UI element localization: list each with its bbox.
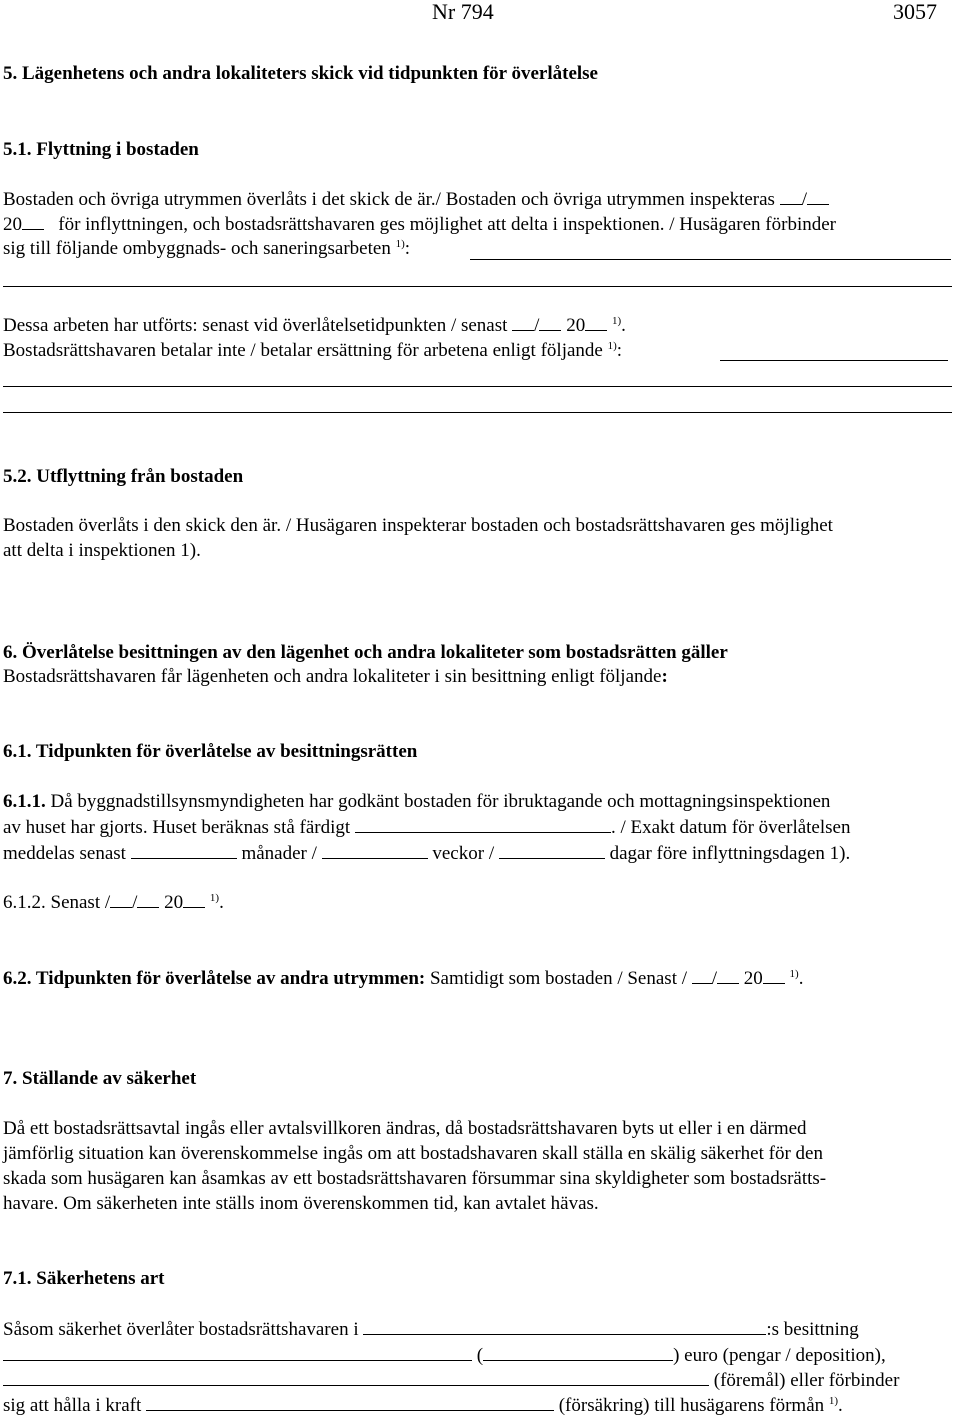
weeks-blank[interactable] [322, 842, 428, 859]
month-blank[interactable] [137, 891, 159, 908]
text: Bostadsrättshavaren får lägenheten och andra lokaliteter i sin besittning enligt följande [3, 666, 662, 687]
year-prefix: 20 [743, 968, 763, 989]
dot: . [621, 315, 626, 336]
months-blank[interactable] [131, 842, 237, 859]
text: Samtidigt som bostaden / Senast / [429, 968, 688, 989]
text: månader / [241, 843, 317, 864]
dot: . [219, 892, 224, 913]
section-7-para-line-4: havare. Om säkerheten inte ställs inom överenskommen tid, kan avtalet hävas. [3, 1193, 599, 1214]
text: Bostadsrättshavaren betalar inte / betalar ersättning för arbetena enligt följande [3, 340, 603, 361]
year-blank[interactable] [585, 314, 607, 331]
text: av huset har gjorts. Huset beräknas stå färdigt [3, 817, 351, 838]
year-blank[interactable] [22, 213, 44, 230]
compensation-line-3[interactable] [3, 412, 952, 413]
works-answer-line-1[interactable] [470, 259, 951, 260]
section-7-1-line-3 [3, 1369, 899, 1392]
month-blank[interactable] [717, 967, 739, 984]
dot: . [798, 968, 804, 989]
text: Då byggnadstillsynsmyndigheten har godkänt bostaden för ibruktagande och mottagningsinspektionen [50, 791, 831, 812]
year-blank[interactable] [183, 891, 205, 908]
section-5-title: 5. Lägenhetens och andra lokaliteters skick vid tidpunkten för överlåtelse [3, 63, 598, 84]
section-6-2-line [3, 967, 803, 990]
section-5-1-title: 5.1. Flyttning i bostaden [3, 139, 199, 160]
text: (försäkring) till husägarens förmån [558, 1395, 825, 1416]
section-6-intro [3, 666, 668, 688]
footnote-ref: 1) [395, 238, 405, 250]
colon: : [616, 340, 623, 361]
insurance-blank[interactable] [146, 1394, 554, 1411]
footnote-ref: 1) [611, 315, 622, 327]
holder-name-blank[interactable] [363, 1318, 766, 1335]
text: ( [476, 1345, 484, 1366]
text: 6.1.2. Senast / [3, 892, 111, 913]
year-blank[interactable] [763, 967, 785, 984]
section-5-1-line-1 [3, 188, 829, 211]
colon: : [404, 238, 411, 259]
text: sig till följande ombyggnads- och saneringsarbeten [3, 238, 391, 259]
section-6-1-1-label: 6.1.1. [3, 791, 46, 812]
slash: / [711, 968, 718, 989]
section-7-para-line-2: jämförlig situation kan överenskommelse ingås om att bostadshavaren skall ställa en skälig säkerhet för den [3, 1143, 823, 1164]
days-blank[interactable] [499, 842, 605, 859]
text: . / Exakt datum för överlåtelsen [610, 817, 851, 838]
section-6-1-title: 6.1. Tidpunkten för överlåtelse av besittningsrätten [3, 741, 418, 762]
text: :s besittning [766, 1319, 859, 1340]
works-answer-line-2[interactable] [3, 286, 952, 287]
section-7-1-line-4 [3, 1394, 843, 1417]
colon: : [661, 666, 668, 687]
year-prefix: 20 [164, 892, 184, 913]
month-blank[interactable] [539, 314, 561, 331]
day-blank[interactable] [110, 891, 132, 908]
footnote-ref: 1) [789, 968, 799, 980]
slash: / [132, 892, 138, 913]
text: Dessa arbeten har utförts: senast vid överlåtelsetidpunkten / senast [3, 315, 508, 336]
text: dagar före inflyttningsdagen 1). [609, 843, 851, 864]
section-7-para-line-1: Då ett bostadsrättsavtal ingås eller avtalsvillkoren ändras, då bostadsrättshavaren byts ut eller i en därmed [3, 1118, 807, 1139]
completion-date-blank[interactable] [355, 816, 611, 833]
text: ) euro (pengar / deposition), [673, 1345, 886, 1366]
compensation-line-2[interactable] [3, 386, 952, 387]
item-description-blank[interactable] [3, 1369, 709, 1386]
text: för inflyttningen, och bostadsrättshavaren ges möjlighet att delta i inspektionen. / Husägaren förbinder [58, 214, 836, 235]
day-blank[interactable] [512, 314, 534, 331]
text: meddelas senast [3, 843, 126, 864]
euro-amount-blank[interactable] [483, 1344, 673, 1361]
text: Bostaden och övriga utrymmen överlåts i det skick de är./ Bostaden och övriga utrymmen inspekteras [3, 189, 775, 210]
text: (föremål) eller förbinder [713, 1370, 900, 1391]
year-prefix: 20 [566, 315, 586, 336]
section-6-1-1-line-1 [3, 791, 830, 813]
section-6-2-title: 6.2. Tidpunkten för överlåtelse av andra utrymmen: [3, 968, 426, 989]
day-blank[interactable] [780, 188, 802, 205]
footnote-ref: 1) [828, 1395, 839, 1407]
slash: / [534, 315, 540, 336]
page-number: 3057 [893, 0, 937, 24]
section-5-1-line-3 [3, 238, 410, 260]
section-5-2-line-2: att delta i inspektionen 1). [3, 540, 201, 561]
compensation-line-1[interactable] [720, 360, 948, 361]
text: veckor / [432, 843, 495, 864]
section-7-1-line-1 [3, 1318, 859, 1341]
footnote-ref: 1) [607, 340, 617, 352]
section-7-1-title: 7.1. Säkerhetens art [3, 1268, 165, 1289]
year-prefix: 20 [3, 214, 22, 235]
section-5-2-title: 5.2. Utflyttning från bostaden [3, 466, 244, 487]
section-5-1-line-2 [3, 213, 836, 236]
dot: . [838, 1395, 843, 1416]
section-5-1-line-5 [3, 340, 622, 362]
section-6-title: 6. Överlåtelse besittningen av den lägenhet och andra lokaliteter som bostadsrätten gäller [3, 642, 728, 663]
section-5-1-line-4 [3, 314, 626, 337]
section-5-2-line-1: Bostaden överlåts i den skick den är. / Husägaren inspekterar bostaden och bostadsrättshavaren ges möjlighet [3, 515, 833, 536]
section-7-title: 7. Ställande av säkerhet [3, 1068, 197, 1089]
section-6-1-1-line-2 [3, 816, 850, 839]
section-7-para-line-3: skada som husägaren kan åsamkas av ett bostadsrättshavaren försummar sina skyldigheter som bostadsrätts- [3, 1168, 827, 1189]
text: Såsom säkerhet överlåter bostadsrättshavaren i [3, 1319, 359, 1340]
security-description-blank[interactable] [3, 1344, 472, 1361]
section-7-1-line-2 [3, 1344, 886, 1367]
section-6-1-1-line-3 [3, 842, 850, 865]
month-blank[interactable] [807, 188, 829, 205]
section-6-1-2-line [3, 891, 224, 914]
document-number: Nr 794 [432, 0, 494, 24]
text: sig att hålla i kraft [3, 1395, 142, 1416]
day-blank[interactable] [692, 967, 712, 984]
footnote-ref: 1) [209, 892, 220, 904]
slash: / [801, 189, 807, 210]
